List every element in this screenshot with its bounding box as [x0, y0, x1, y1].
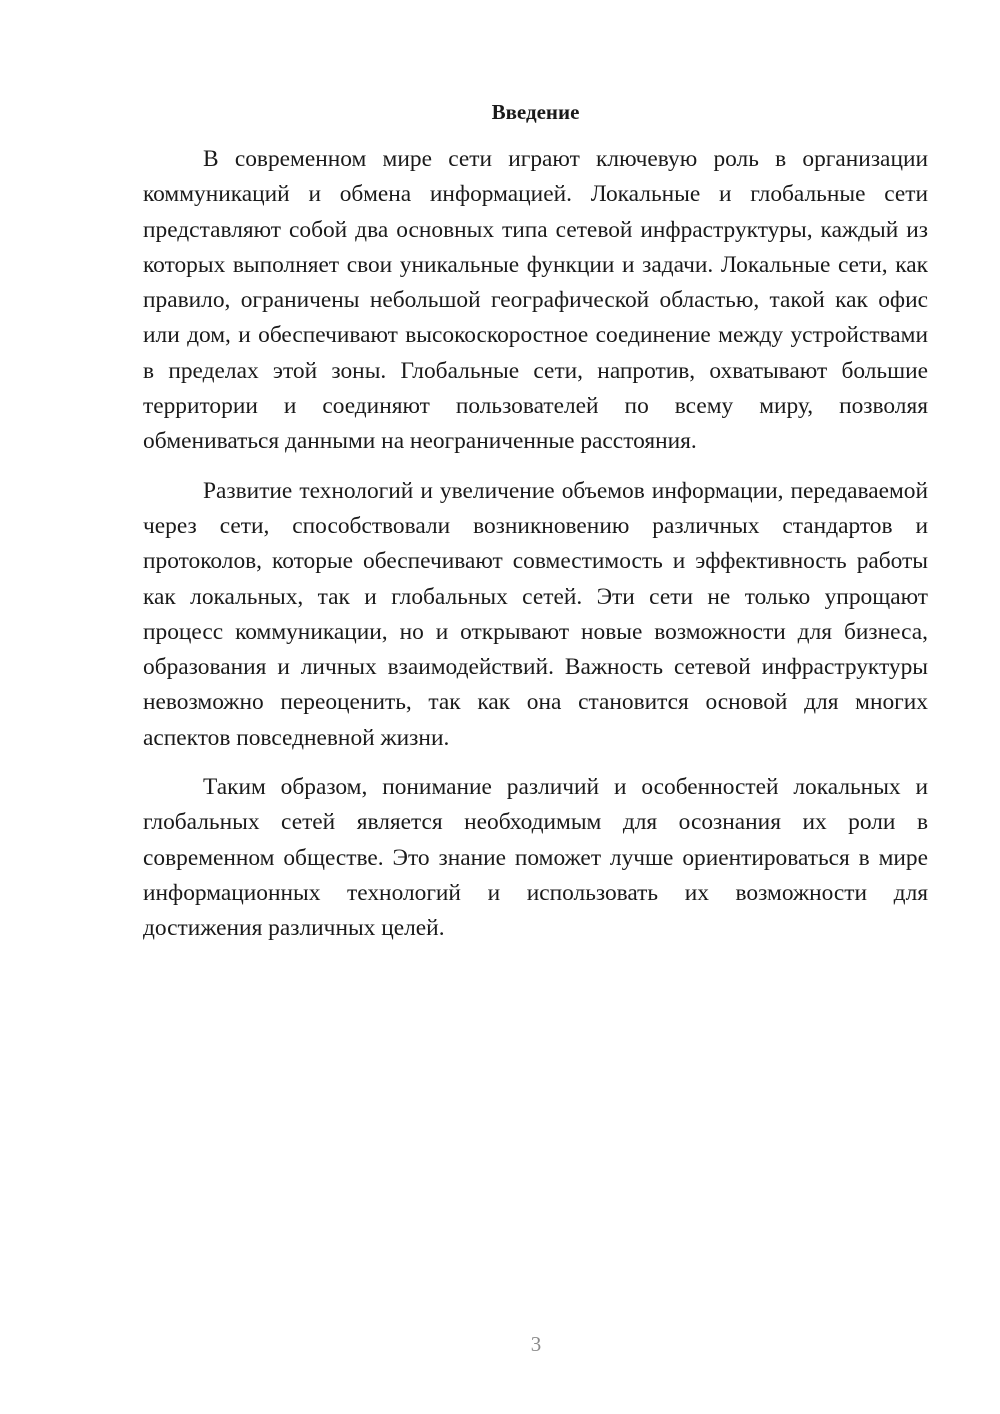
paragraph-1: В современном мире сети играют ключевую роль в организации коммуникаций и обмена информацией. Локальные и глобальные сети представляют собой два основных типа сетевой инфраструктуры, каждый из которых выполняет свои уникальные функции и задачи. Локальные сети, как правило, ограничены небольшой географической областью, такой как офис или дом, и обеспечивают высокоскоростное соединение между устройствами в пределах этой зоны. Глобальные сети, напротив, охватывают большие территории и соединяют пользователей по всему миру, позволяя обмениваться данными на неограниченные расстояния.: [143, 146, 928, 455]
page-number: 3: [530, 1332, 542, 1356]
paragraph-2: Развитие технологий и увеличение объемов информации, передаваемой через сети, способствовали возникновению различных стандартов и протоколов, которые обеспечивают совместимость и эффективность работы как локальных, так и глобальных сетей. Эти сети не только упрощают процесс коммуникации, но и открывают новые возможности для бизнеса, образования и личных взаимодействий. Важность сетевой инфраструктуры невозможно переоценить, так как она становится основой для многих аспектов повседневной жизни.: [143, 477, 928, 751]
paragraph-3: Таким образом, понимание различий и особенностей локальных и глобальных сетей является необходимым для осознания их роли в современном обществе. Это знание поможет лучше ориентироваться в мире информационных технологий и использовать их возможности для достижения различных целей.: [143, 774, 928, 942]
section-heading: Введение: [491, 100, 580, 124]
body-text: [143, 142, 928, 961]
